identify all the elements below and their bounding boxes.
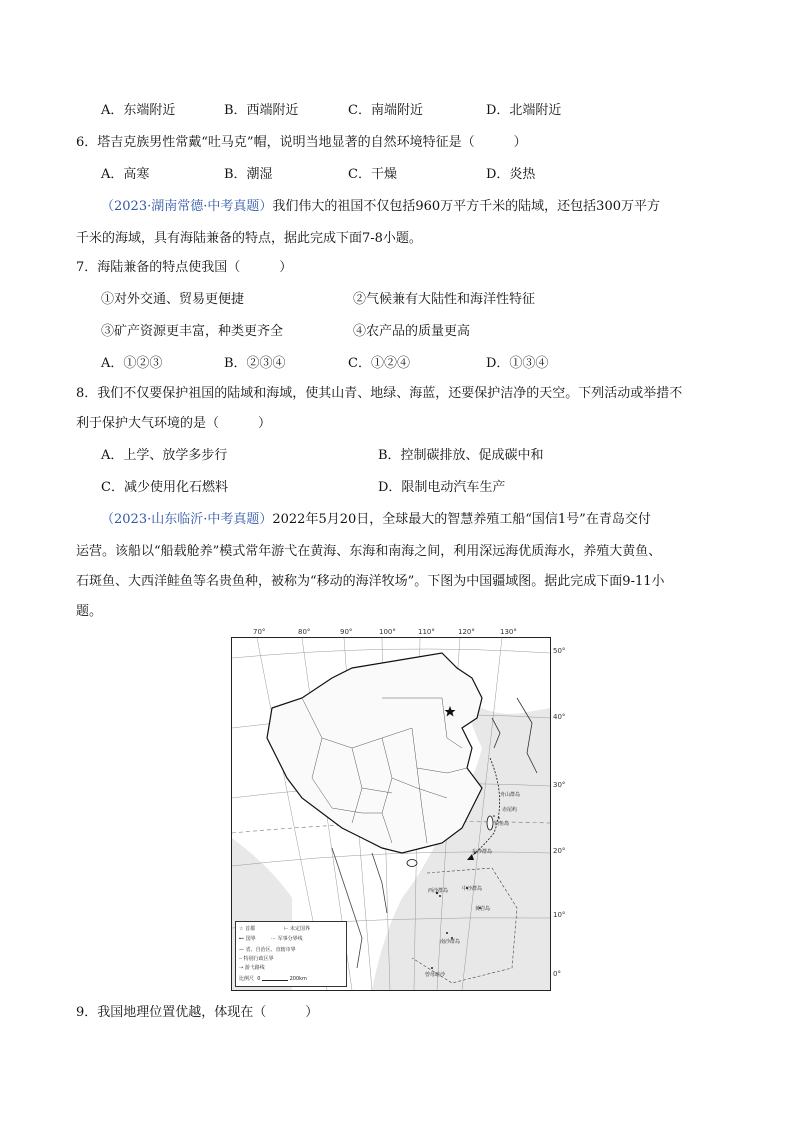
map-lon-label: 70° [253,628,266,636]
label-zhongsha: 中沙群岛 [462,886,483,892]
map-lat-label: 0° [553,970,561,978]
map-legend [235,921,347,987]
q7-option-a: A．①②③ [101,356,163,371]
china-territory-map [231,637,551,991]
q9-stem: 9．我国地理位置优越，体现在（ ） [76,1005,319,1020]
q8-option-b: B．控制碳排放、促成碳中和 [378,448,544,463]
q8-option-a: A．上学、放学多步行 [101,448,228,463]
q7-item-2: ②气候兼有大陆性和海洋性特征 [353,292,536,307]
passage2-text: 2022年5月20日，全球最大的智慧养殖工船“国信1号”在青岛交付 [272,512,651,527]
q8-option-d: D．限制电动汽车生产 [378,480,506,495]
q6-option-b: B．潮湿 [224,167,273,182]
map-lon-label: 90° [340,628,353,636]
label-nansha: 南沙群岛 [440,939,461,945]
legend-border: ⊷ 国界 [239,936,256,942]
map-lat-label: 10° [553,911,566,919]
legend-route: ⇢ 游弋路线 [239,965,265,971]
label-dongsha: 东沙群岛 [472,849,493,855]
map-lat-label: 20° [553,847,566,855]
q7-option-c: C．①②④ [348,356,410,371]
map-lon-label: 100° [379,628,396,636]
q7-item-4: ④农产品的质量更高 [353,324,471,339]
q6-option-d: D．炎热 [486,167,536,182]
legend-sar: ╌ 特别行政区界 [239,956,274,962]
q6-option-c: C．干燥 [348,167,397,182]
q5-option-a: A．东端附近 [101,103,176,118]
map-lon-label: 80° [298,628,311,636]
map-lat-label: 40° [553,713,566,721]
passage2-line4: 题。 [76,604,103,619]
legend-capital: ☆ 首都 [239,926,256,932]
label-xisha: 西沙群岛 [428,888,449,894]
passage2-line3: 石斑鱼、大西洋鲑鱼等名贵鱼种，被称为“移动的海洋牧场”。下图为中国疆域图。据此完成下面9-11小 [76,574,665,589]
label-zengmu: 曾母暗沙 [425,972,446,978]
map-lon-label: 110° [418,628,435,636]
passage1-line1 [101,198,660,216]
label-chiwei: 赤尾屿 [502,807,518,813]
q8-stem-line1: 8．我们不仅要保护祖国的陆域和海域，使其山青、地绿、海蓝，还要保护洁净的天空。下列活动或举措不 [76,386,683,401]
passage1-line2: 千米的海域，具有海陆兼备的特点，据此完成下面7-8小题。 [76,231,422,246]
map-lat-label: 30° [553,781,566,789]
q7-option-d: D．①③④ [486,356,549,371]
q6-option-a: A．高寒 [101,167,150,182]
label-diaoyu: 钓鱼岛 [494,821,510,827]
q8-option-c: C．减少使用化石燃料 [101,480,228,495]
q5-option-d: D．北端附近 [486,103,562,118]
q7-stem: 7．海陆兼备的特点使我国（ ） [76,260,293,275]
passage2-line2: 运营。该船以“船载舱养”模式常年游弋在黄海、东海和南海之间，利用深远海优质海水，养殖大黄鱼、 [76,544,662,559]
label-huangyan: 黄岩岛 [475,906,491,912]
passage1-source: （2023·湖南常德·中考真题） [101,199,273,214]
legend-province: — 省、自治区、直辖市界 [239,947,296,953]
q8-stem-line2: 利于保护大气环境的是（ ） [76,416,272,431]
q5-option-c: C．南端附近 [348,103,423,118]
map-lon-label: 130° [500,628,517,636]
q7-option-b: B．②③④ [224,356,286,371]
map-lat-label: 50° [553,647,566,655]
legend-scale: 比例尺 0 200km [239,976,307,982]
q5-option-b: B．西端附近 [224,103,299,118]
map-lon-label: 120° [458,628,475,636]
legend-undetermined: ⊢ 未定国界 [284,926,310,932]
legend-military: ⋯ 军事分界线 [271,936,303,942]
q7-item-3: ③矿产资源更丰富，种类更齐全 [101,324,284,339]
label-zhoushan: 舟山群岛 [500,792,521,798]
passage1-text: 我们伟大的祖国不仅包括960万平方千米的陆域，还包括300万平方 [272,199,660,214]
q7-item-1: ①对外交通、贸易更便捷 [101,292,245,307]
passage2-source: （2023·山东临沂·中考真题） [101,512,273,527]
q6-stem: 6．塔吉克族男性常戴“吐马克”帽，说明当地显著的自然环境特征是（ ） [76,135,527,150]
passage2-line1 [101,511,651,529]
